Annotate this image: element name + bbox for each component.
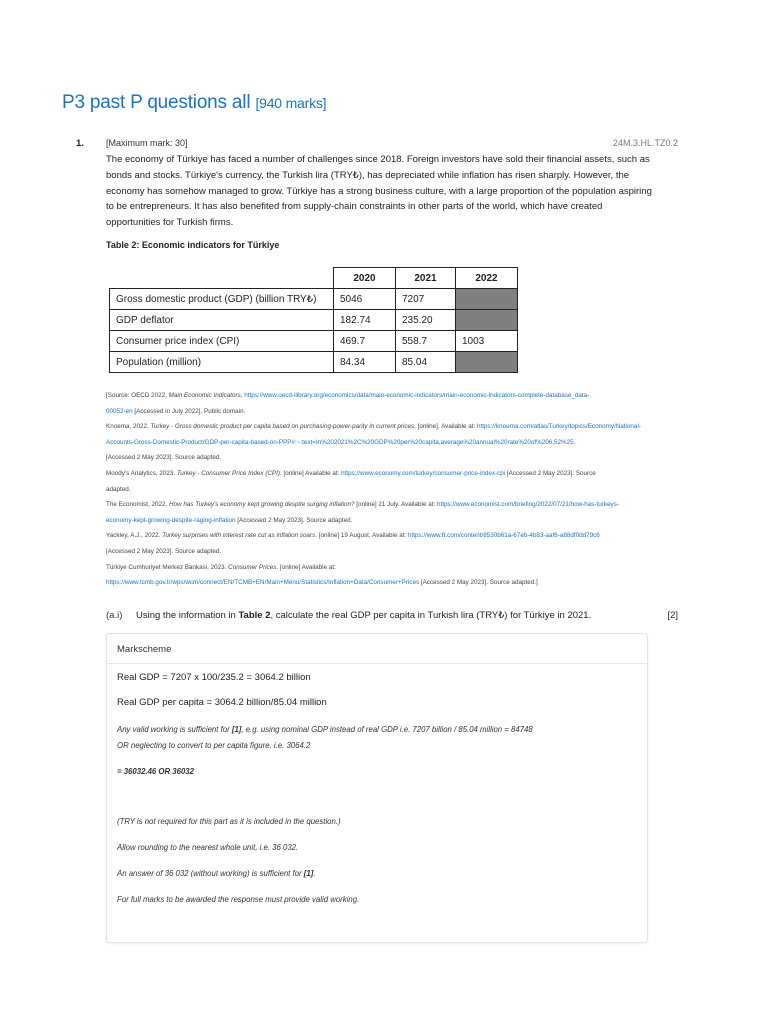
table-header-2022: 2022 bbox=[456, 268, 518, 289]
source-text: , bbox=[240, 392, 245, 399]
cell-2022: 1003 bbox=[456, 331, 518, 352]
cell-2020: 5046 bbox=[334, 289, 396, 310]
row-label: Consumer price index (CPI) bbox=[110, 331, 334, 352]
source-text: Yackley, A.J., 2022. bbox=[106, 532, 163, 540]
intro-line: bonds and stocks. Türkiye's currency, the Turkish lira (TRY₺), has depreciated while inflation has risen sharply. However, the bbox=[106, 169, 630, 181]
source-text: . [online]. Available at: bbox=[414, 423, 478, 431]
intro-line: to be entrepreneurs. It has also benefited from supply-chain constraints in other parts of the world, which have created bbox=[106, 201, 603, 213]
note-mark: [1] bbox=[303, 869, 314, 878]
note-text: . bbox=[313, 869, 316, 878]
source-text: [Accessed 2 May 2023]. Source bbox=[505, 469, 596, 477]
markscheme-answer: = 36032.46 OR 36032 bbox=[117, 767, 194, 776]
markscheme-header[interactable]: Markscheme bbox=[107, 634, 647, 664]
source-title: Main Economic Indicators bbox=[168, 392, 241, 399]
source-title: Turkey - Gross domestic product per capita based on purchasing-power-parity in current prices bbox=[150, 423, 415, 431]
max-mark: [Maximum mark: 30] bbox=[106, 138, 188, 148]
shaded-cell bbox=[456, 289, 518, 310]
source-text: . [online] 19 August. Available at: bbox=[315, 532, 408, 540]
source-link[interactable]: Accounts-Gross-Domestic-Product/GDP-per-capita-based-on-PPP#:~:text=In%202021%2C%20GDP%20per%20capita,average%20annual%20rate%20of%206.52%25. bbox=[106, 438, 576, 446]
source-title: Consumer Prices bbox=[228, 563, 277, 571]
markscheme-note bbox=[117, 725, 533, 734]
source-line bbox=[106, 560, 651, 576]
source-text: . [online] Available at: bbox=[276, 563, 336, 571]
cell-2021: 558.7 bbox=[396, 331, 456, 352]
markscheme-note: Allow rounding to the nearest whole unit, i.e. 36 032. bbox=[117, 843, 299, 852]
table-row bbox=[110, 289, 518, 310]
source-text: [online] 21 July. Available at: bbox=[354, 501, 437, 509]
part-text-bold: Table 2 bbox=[238, 610, 271, 621]
cell-2021: 235.20 bbox=[396, 310, 456, 331]
source-text: Türkiye Cumhuriyet Merkez Bankasi, 2023. bbox=[106, 563, 229, 571]
table-row bbox=[110, 310, 518, 331]
table-row bbox=[110, 352, 518, 373]
source-line bbox=[106, 497, 651, 513]
note-text: An answer of 36 032 (without working) is sufficient for bbox=[117, 869, 304, 878]
markscheme-note: (TRY is not required for this part as it is included in the question.) bbox=[117, 817, 341, 826]
source-text: [Accessed 2 May 2023]. Source adapted. bbox=[106, 547, 222, 555]
shaded-cell bbox=[456, 310, 518, 331]
part-text: , calculate the real GDP per capita in Turkish lira (TRY₺) for Türkiye in 2021. bbox=[270, 610, 592, 621]
source-link[interactable]: https://www.economist.com/briefing/2022/07/21/how-has-turkeys- bbox=[436, 501, 619, 509]
source-text: [Source: OECD 2022, bbox=[106, 392, 169, 399]
source-text: [Accessed in July 2022]. Public domain. bbox=[132, 407, 246, 415]
source-text: Knoema, 2022. bbox=[106, 423, 151, 431]
question-intro bbox=[106, 152, 656, 231]
markscheme-line: Real GDP = 7207 x 100/235.2 = 3064.2 billion bbox=[117, 672, 311, 683]
economic-indicators-table bbox=[109, 267, 518, 373]
source-text: . [online] Available at: bbox=[279, 469, 342, 477]
source-text: The Economist, 2022. bbox=[106, 501, 170, 509]
page-title-text: P3 past P questions all bbox=[62, 92, 251, 113]
intro-line: opportunities for Turkish firms. bbox=[106, 217, 234, 229]
cell-2020: 469.7 bbox=[334, 331, 396, 352]
cell-2020: 84.34 bbox=[334, 352, 396, 373]
question-code: 24M.3.HL.TZ0.2 bbox=[612, 138, 678, 148]
intro-line: economy has somehow managed to grow. Türkiye has a strong business culture, with a large proportion of the population aspiring bbox=[106, 185, 652, 197]
source-link[interactable]: https://www.tcmb.gov.tr/wps/wcm/connect/EN/TCMB+EN/Main+Menu/Statistics/Inflation+Data/Consumer+Prices bbox=[106, 579, 420, 587]
source-line bbox=[106, 466, 651, 482]
markscheme-note: OR neglecting to convert to per capita figure. i.e. 3064.2 bbox=[117, 741, 311, 750]
source-title: How has Turkey's economy kept growing despite surging inflation? bbox=[169, 501, 355, 509]
source-text: [Accessed 2 May 2023]. Source adapted. bbox=[106, 454, 222, 462]
table-header-2021: 2021 bbox=[396, 268, 456, 289]
part-text: Using the information in bbox=[136, 610, 239, 621]
source-line bbox=[106, 528, 651, 544]
source-line bbox=[106, 450, 651, 466]
source-text: Moody's Analytics, 2023. bbox=[106, 469, 177, 477]
table-row bbox=[110, 331, 518, 352]
markscheme-panel bbox=[106, 633, 648, 943]
markscheme-note bbox=[117, 869, 315, 878]
question-number: 1. bbox=[76, 138, 84, 149]
source-line bbox=[106, 513, 651, 529]
note-mark: [1] bbox=[231, 725, 242, 734]
row-label: Gross domestic product (GDP) (billion TRY₺) bbox=[110, 289, 334, 310]
markscheme-note: For full marks to be awarded the response must provide valid working. bbox=[117, 895, 360, 904]
note-text: , e.g. using nominal GDP instead of real GDP i.e. 7207 billion / 85.04 million = 84748 bbox=[241, 725, 533, 734]
source-line bbox=[106, 482, 651, 498]
total-marks: [940 marks] bbox=[255, 95, 327, 111]
table-caption: Table 2: Economic indicators for Türkiye bbox=[106, 240, 280, 250]
source-line bbox=[106, 435, 651, 451]
source-line bbox=[106, 544, 651, 560]
source-title: Turkey - Consumer Price Index (CPI) bbox=[176, 469, 280, 477]
source-line bbox=[106, 419, 651, 435]
intro-line: The economy of Türkiye has faced a number of challenges since 2018. Foreign investors have sold their financial assets, such as bbox=[106, 154, 650, 165]
part-marks: [2] bbox=[667, 610, 678, 621]
part-label: (a.i) bbox=[106, 610, 123, 621]
table-header-2020: 2020 bbox=[334, 268, 396, 289]
cell-2020: 182.74 bbox=[334, 310, 396, 331]
source-link[interactable]: https://www.oecd-ilibrary.org/economics/data/main-economic-indicators/main-economic-indicators-complete-database_data- bbox=[244, 392, 590, 399]
note-text: Any valid working is sufficient for bbox=[117, 725, 232, 734]
row-label: Population (million) bbox=[110, 352, 334, 373]
source-line bbox=[106, 388, 651, 404]
source-title: Turkey surprises with interest rate cut as inflation soars bbox=[162, 532, 316, 540]
source-link[interactable]: 00052-en bbox=[106, 407, 133, 415]
cell-2021: 7207 bbox=[396, 289, 456, 310]
source-link[interactable]: https://www.economy.com/turkey/consumer-price-index-cpi bbox=[341, 469, 506, 477]
row-label: GDP deflator bbox=[110, 310, 334, 331]
page-title bbox=[62, 92, 326, 114]
table-corner-cell bbox=[110, 268, 334, 289]
source-text: adapted. bbox=[106, 485, 131, 493]
shaded-cell bbox=[456, 352, 518, 373]
source-link[interactable]: https://knoema.com/atlas/Turkey/topics/Economy/National- bbox=[477, 423, 641, 431]
source-line bbox=[106, 404, 651, 420]
cell-2021: 85.04 bbox=[396, 352, 456, 373]
source-link[interactable]: https://www.ft.com/content/8530b61a-67eb-4b83-aaf6-a88df0dd79c6 bbox=[407, 532, 600, 540]
markscheme-line: Real GDP per capita = 3064.2 billion/85.04 million bbox=[117, 697, 327, 708]
source-text: [Accessed 2 May 2023]. Source adapted. bbox=[235, 516, 353, 524]
source-line bbox=[106, 575, 651, 591]
source-link[interactable]: economy-kept-growing-despite-raging-inflation bbox=[106, 516, 236, 524]
part-question bbox=[136, 610, 591, 621]
table-header-row bbox=[110, 268, 518, 289]
source-text: [Accessed 2 May 2023]. Source adapted.] bbox=[419, 579, 538, 587]
sources-block bbox=[106, 388, 651, 591]
